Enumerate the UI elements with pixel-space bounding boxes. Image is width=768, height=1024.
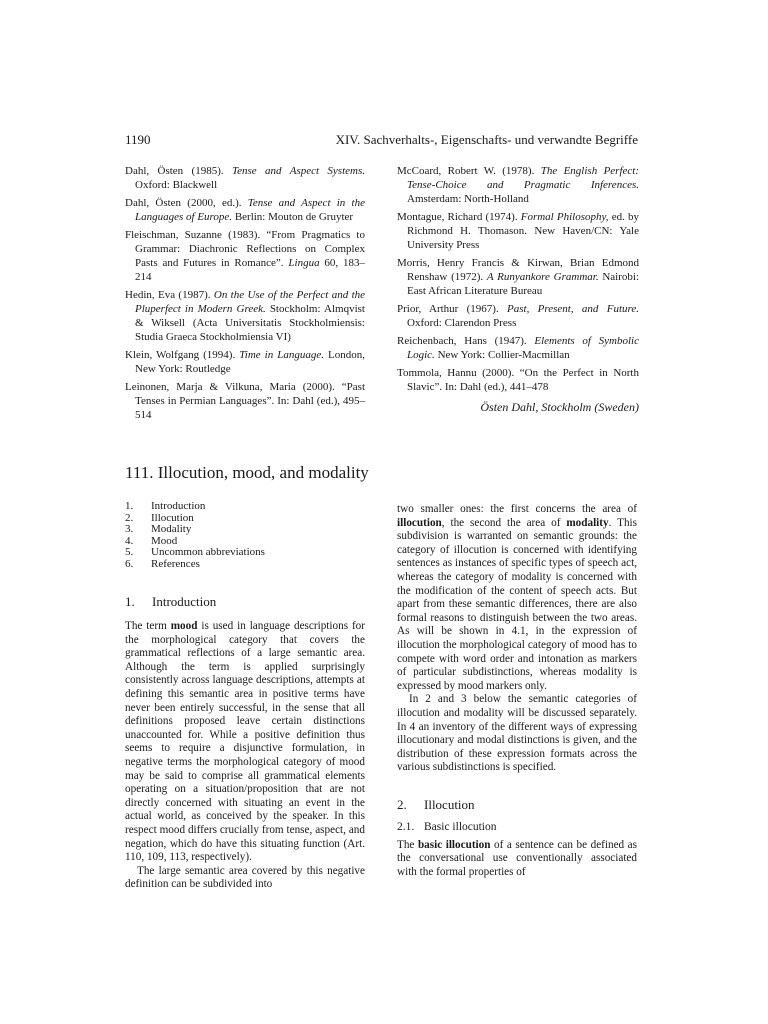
reference-item: Fleischman, Suzanne (1983). “From Pragmatics to Grammar: Diachronic Reflections on Complex Pasts and Futures in Romance”. Lingua 60, 183–214 <box>125 229 366 283</box>
table-of-contents <box>125 501 365 571</box>
subsection-heading-basic-illocution: 2.1. Basic illocution <box>397 820 497 833</box>
section-heading-introduction: 1. Introduction <box>125 594 217 609</box>
references-right-column <box>397 164 639 414</box>
reference-item: McCoard, Robert W. (1978). The English Perfect: Tense-Choice and Pragmatic Inferences. Amsterdam: North-Holland <box>397 165 639 205</box>
section-heading-illocution: 2. Illocution <box>397 796 475 812</box>
toc-item: 3. Modality <box>125 523 192 536</box>
body-right-column <box>397 503 637 880</box>
paragraph-overview: In 2 and 3 below the semantic categories of illocution and modality will be discussed separately. In 4 an inventory of the different ways of expressing illocutionary and modal distinctions is given, and the distribution of these expression formats across the various subdistinctions is specified. <box>397 693 637 774</box>
reference-item: Hedin, Eva (1987). On the Use of the Perfect and the Pluperfect in Modern Greek. Stockholm: Almqvist & Wiksell (Acta Universitatis Stockholmiensis: Studia Graeca Stockholmiensia VI) <box>125 289 366 343</box>
paragraph-intro-2: The large semantic area covered by this negative definition can be subdivided into <box>125 864 365 891</box>
body-left-column <box>125 594 365 892</box>
reference-item: Morris, Henry Francis & Kirwan, Brian Edmond Renshaw (1972). A Runyankore Grammar. Nairobi: East African Literature Bureau <box>397 257 639 297</box>
reference-item: Tommola, Hannu (2000). “On the Perfect in North Slavic”. In: Dahl (ed.), 441–478 <box>397 367 639 393</box>
reference-item: Reichenbach, Hans (1947). Elements of Symbolic Logic. New York: Collier-Macmillan <box>397 335 639 361</box>
author-signature: Östen Dahl, Stockholm (Sweden) <box>480 400 639 414</box>
toc-item: 1. Introduction <box>125 500 206 512</box>
running-title: XIV. Sachverhalts-, Eigenschafts- und verwandte Begriffe <box>335 132 638 147</box>
references-left-column <box>125 164 365 426</box>
reference-item: Prior, Arthur (1967). Past, Present, and Future. Oxford: Clarendon Press <box>397 303 640 329</box>
reference-item: Dahl, Östen (1985). Tense and Aspect Systems. Oxford: Blackwell <box>125 165 366 191</box>
reference-item: Dahl, Östen (2000, ed.). Tense and Aspect in the Languages of Europe. Berlin: Mouton de Gruyter <box>125 197 365 223</box>
page-number: 1190 <box>125 132 151 147</box>
toc-item: 5. Uncommon abbreviations <box>125 546 265 559</box>
reference-item: Klein, Wolfgang (1994). Time in Language. London, New York: Routledge <box>125 349 365 375</box>
toc-item: 6. References <box>125 557 200 570</box>
paragraph-intro: The term mood is used in language descriptions for the morphological category that covers the grammatical reflections of a large semantic area. Although the term is applied surprisingly consistently across language descriptions, attempts at defining this semantic area in positive terms have never been entirely successful, in the sense that all definitions proposed leave certain distinctions unaccounted for. While a positive definition thus seems to require a disjunctive formulation, in negative terms the morphological category of mood may be said to comprise all grammatical elements operating on a situation/proposition that are not directly concerned with situating an event in the actual world, as conceived by the speaker. In this respect mood differs crucially from tense, aspect, and negation, which do have this situating function (Art. 110, 109, 113, respectively). <box>125 620 365 864</box>
reference-item: Montague, Richard (1974). Formal Philosophy, ed. by Richmond H. Thomason. New Haven/CN: Yale University Press <box>397 211 640 251</box>
paragraph-basic-illocution: The basic illocution of a sentence can be defined as the conversational use conventionally associated with the formal properties of <box>397 838 637 879</box>
paragraph-continued: two smaller ones: the first concerns the area of illocution, the second the area of modality. This subdivision is warranted on semantic grounds: the category of illocution is concerned with identifying sentences as instances of specific types of speech act, whereas the category of modality is concerned with the modification of the content of speech acts. But apart from these semantic differences, there are also formal reasons to distinguish between the two areas. As will be shown in 4.1, in the expression of illocution the morphological category of mood has to compete with word order and intonation as markers of particular subdistinctions, whereas modality is expressed by mood markers only. <box>397 503 637 692</box>
toc-item: 2. Illocution <box>125 511 194 524</box>
toc-item: 4. Mood <box>125 534 178 547</box>
article-title: 111. Illocution, mood, and modality <box>125 463 369 482</box>
reference-item: Leinonen, Marja & Vilkuna, Maria (2000). “Past Tenses in Permian Languages”. In: Dahl (ed.), 495–514 <box>125 381 365 421</box>
